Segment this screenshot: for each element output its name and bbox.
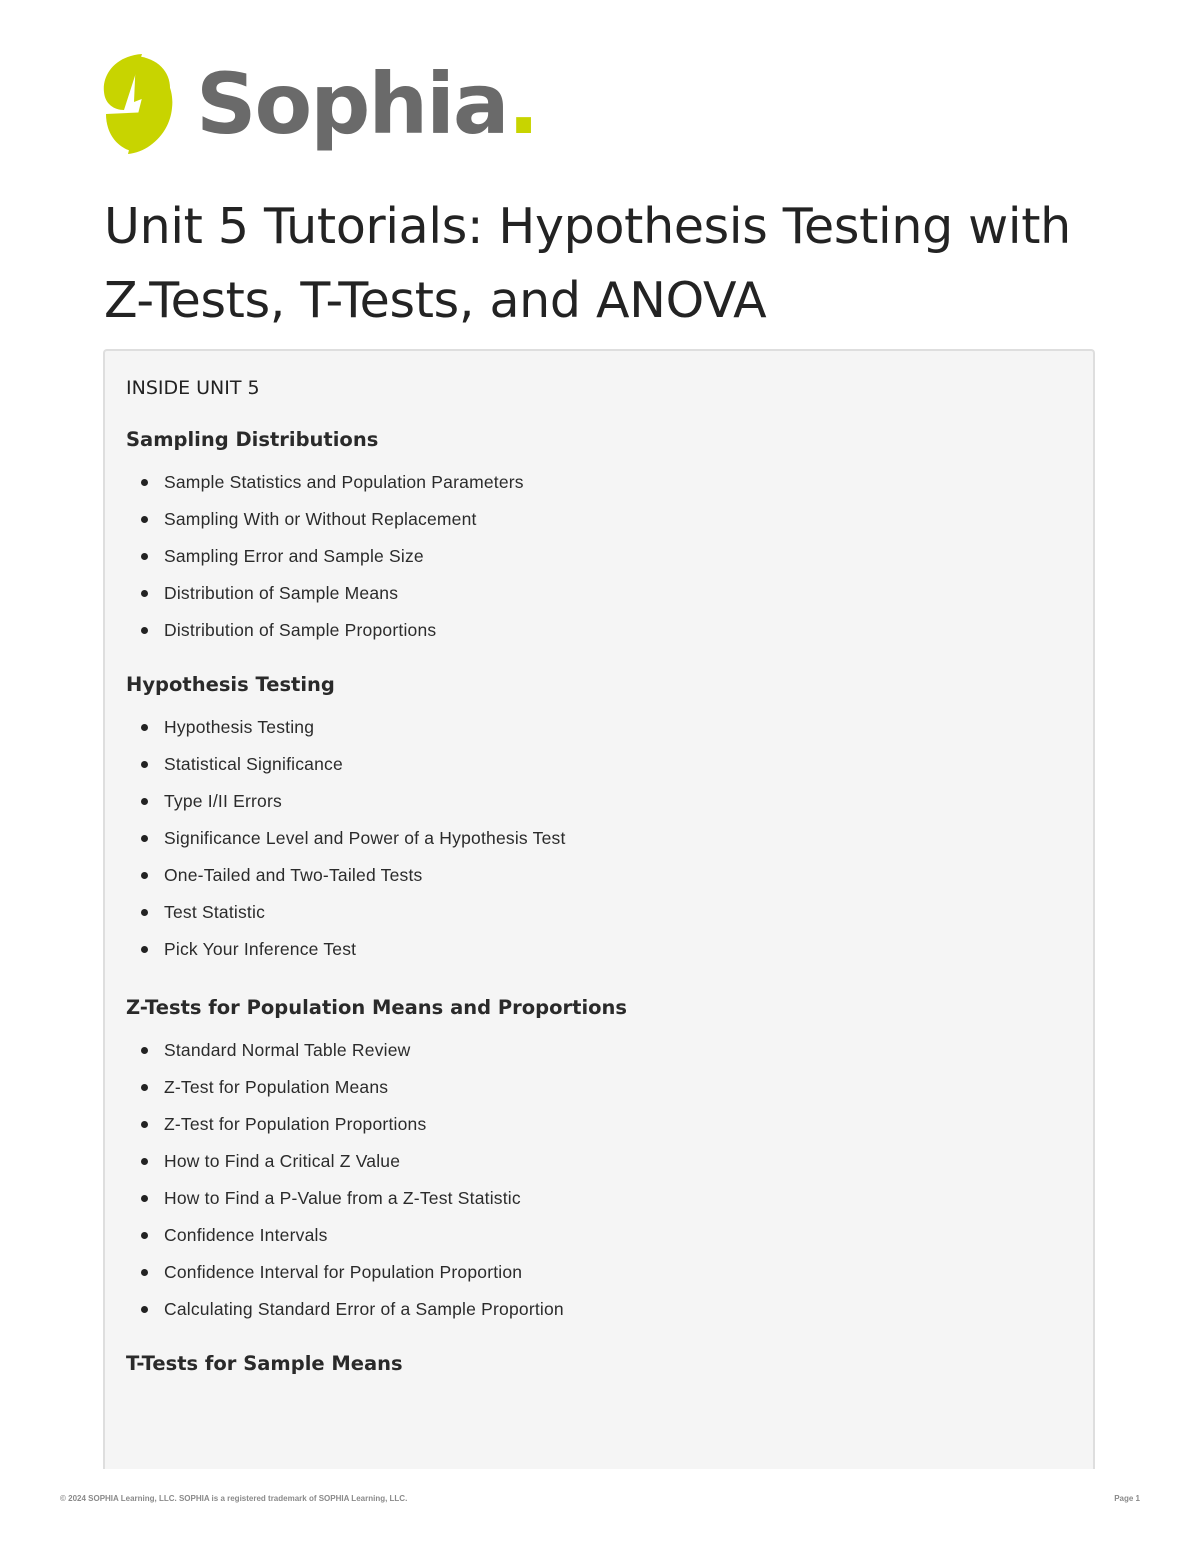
bullet-icon <box>141 798 148 805</box>
section-list-hypothesis-testing <box>126 716 1073 960</box>
bullet-icon <box>141 1084 148 1091</box>
bullet-icon <box>141 553 148 560</box>
list-item: Significance Level and Power of a Hypothesis Test <box>126 827 1073 849</box>
bullet-icon <box>141 479 148 486</box>
unit-contents-inner <box>126 374 1073 1378</box>
bullet-icon <box>141 872 148 879</box>
section-title-z-tests: Z-Tests for Population Means and Proportions <box>126 996 628 1019</box>
bullet-icon <box>141 1306 148 1313</box>
bullet-icon <box>141 1269 148 1276</box>
list-item: How to Find a Critical Z Value <box>126 1150 1073 1172</box>
list-item: Z-Test for Population Proportions <box>126 1113 1073 1135</box>
bullet-icon <box>141 835 148 842</box>
inside-unit-label: INSIDE UNIT 5 <box>126 377 260 399</box>
bullet-icon <box>141 724 148 731</box>
footer-page-number: Page 1 <box>1114 1494 1140 1503</box>
section-list-sampling-distributions <box>126 471 1073 641</box>
bullet-icon <box>141 1195 148 1202</box>
bullet-icon <box>141 1121 148 1128</box>
unit-contents-panel <box>103 349 1095 1469</box>
list-item: Confidence Interval for Population Proportion <box>126 1261 1073 1283</box>
list-item: One-Tailed and Two-Tailed Tests <box>126 864 1073 886</box>
sophia-logo-icon <box>100 52 176 156</box>
list-item: Sampling Error and Sample Size <box>126 545 1073 567</box>
bullet-icon <box>141 761 148 768</box>
list-item: Test Statistic <box>126 901 1073 923</box>
section-title-t-tests: T-Tests for Sample Means <box>126 1352 403 1375</box>
list-item: Statistical Significance <box>126 753 1073 775</box>
section-list-z-tests <box>126 1039 1073 1320</box>
list-item: Sample Statistics and Population Parameters <box>126 471 1073 493</box>
list-item: Standard Normal Table Review <box>126 1039 1073 1061</box>
bullet-icon <box>141 909 148 916</box>
list-item: How to Find a P-Value from a Z-Test Statistic <box>126 1187 1073 1209</box>
page-title-line-2: Z-Tests, T-Tests, and ANOVA <box>104 272 767 329</box>
bullet-icon <box>141 1232 148 1239</box>
list-item: Distribution of Sample Means <box>126 582 1073 604</box>
sophia-logo-wordmark: Sophia. <box>196 55 538 153</box>
page-title-line-1: Unit 5 Tutorials: Hypothesis Testing with <box>104 198 1071 255</box>
section-title-hypothesis-testing: Hypothesis Testing <box>126 673 335 696</box>
list-item: Hypothesis Testing <box>126 716 1073 738</box>
bullet-icon <box>141 516 148 523</box>
bullet-icon <box>141 1047 148 1054</box>
bullet-icon <box>141 627 148 634</box>
list-item: Z-Test for Population Means <box>126 1076 1073 1098</box>
list-item: Type I/II Errors <box>126 790 1073 812</box>
list-item: Confidence Intervals <box>126 1224 1073 1246</box>
list-item: Pick Your Inference Test <box>126 938 1073 960</box>
bullet-icon <box>141 1158 148 1165</box>
list-item: Sampling With or Without Replacement <box>126 508 1073 530</box>
section-title-sampling-distributions: Sampling Distributions <box>126 428 379 451</box>
footer-copyright: © 2024 SOPHIA Learning, LLC. SOPHIA is a registered trademark of SOPHIA Learning, LLC. <box>60 1494 408 1503</box>
bullet-icon <box>141 590 148 597</box>
list-item: Calculating Standard Error of a Sample Proportion <box>126 1298 1073 1320</box>
page-title <box>104 190 1104 338</box>
list-item: Distribution of Sample Proportions <box>126 619 1073 641</box>
bullet-icon <box>141 946 148 953</box>
